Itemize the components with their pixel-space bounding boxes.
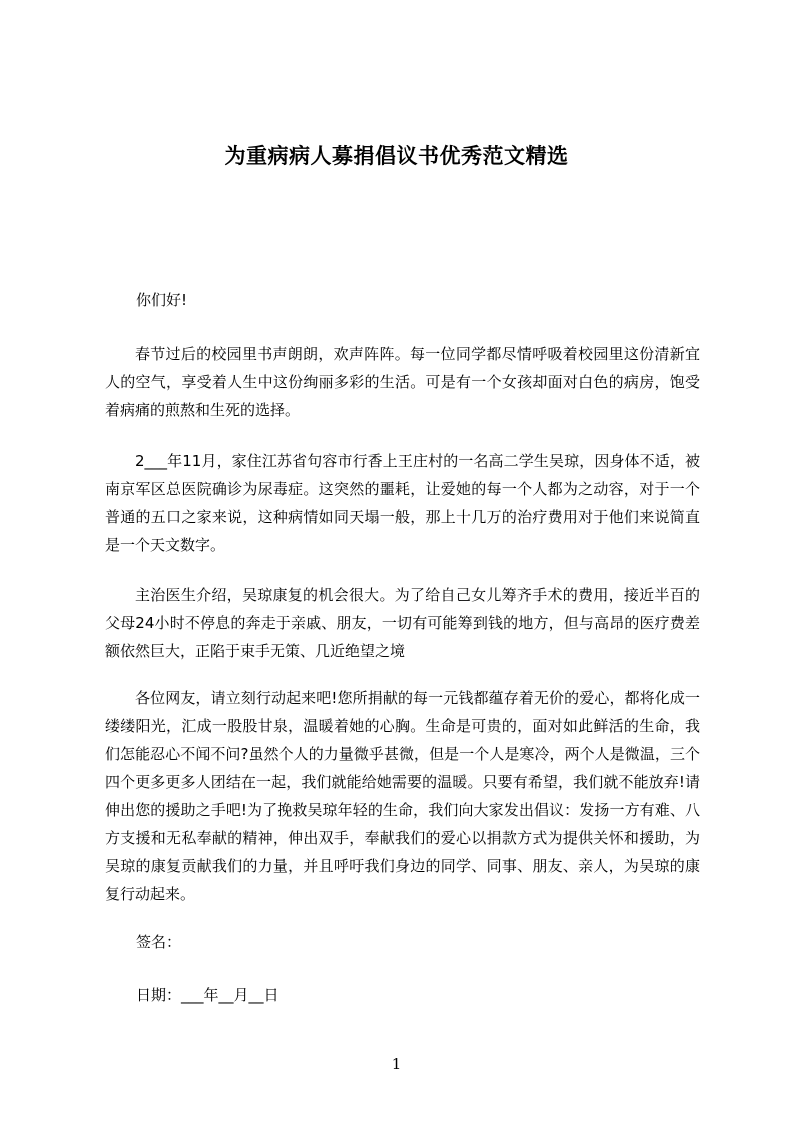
date-label: 日期：___年__月__日 [136,986,279,1004]
page-number: 1 [391,1055,402,1073]
paragraph: 2___年11月，家住江苏省句容市行香上王庄村的一名高二学生吴琼，因身体不适，被南京军区总医院确诊为尿毒症。这突然的噩耗，让爱她的每一个人都为之动容，对于一个普通的五口之家来说，这种病情如同天塌一般，那上十几万的治疗费用对于他们来说简直是一个天文数字。 [105,452,700,554]
paragraph: 春节过后的校园里书声朗朗，欢声阵阵。每一位同学都尽情呼吸着校园里这份清新宜人的空气，享受着人生中这份绚丽多彩的生活。可是有一个女孩却面对白色的病房，饱受着病痛的煎熬和生死的选择。 [105,345,700,419]
paragraph: 各位网友，请立刻行动起来吧!您所捐献的每一元钱都蕴存着无价的爱心，都将化成一缕缕阳光，汇成一股股甘泉，温暖着她的心胸。生命是可贵的，面对如此鲜活的生命，我们怎能忍心不闻不问?虽然个人的力量微乎甚微，但是一个人是寒冷，两个人是微温，三个四个更多更多人团结在一起，我们就能给她需要的温暖。只要有希望，我们就不能放弃!请伸出您的援助之手吧!为了挽救吴琼年轻的生命，我们向大家发出倡议：发扬一方有难、八方支援和无私奉献的精神，伸出双手，奉献我们的爱心以捐款方式为提供关怀和援助，为吴琼的康复贡献我们的力量，并且呼吁我们身边的同学、同事、朋友、亲人，为吴琼的康复行动起来。 [105,689,700,903]
page-title: 为重病病人募捐倡议书优秀范文精选 [224,144,569,168]
signature-label: 签名： [136,933,182,951]
paragraph: 主治医生介绍，吴琼康复的机会很大。为了给自己女儿筹齐手术的费用，接近半百的父母24小时不停息的奔走于亲戚、朋友，一切有可能筹到钱的地方，但与高昂的医疗费差额依然巨大，正陷于束手无策、几近绝望之境 [105,586,700,660]
greeting: 你们好! [136,291,188,309]
